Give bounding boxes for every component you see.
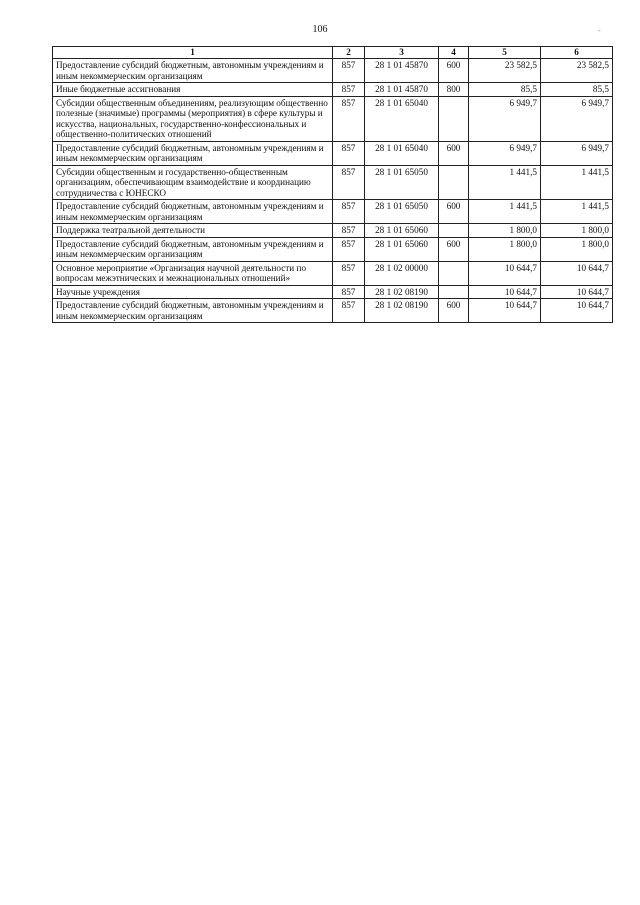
column-header: 5: [469, 47, 541, 59]
table-row: [53, 224, 613, 238]
cell-amount: 6 949,7: [469, 141, 541, 165]
cell-amount-total: 1 800,0: [541, 224, 613, 238]
cell-amount: 10 644,7: [469, 261, 541, 285]
cell-code: 857: [333, 299, 365, 323]
cell-amount-total: 1 800,0: [541, 237, 613, 261]
table-row: [53, 83, 613, 97]
cell-amount: 1 800,0: [469, 237, 541, 261]
cell-expense-type: 800: [439, 83, 469, 97]
cell-target-article: 28 1 01 65050: [365, 200, 439, 224]
cell-target-article: 28 1 01 65050: [365, 165, 439, 200]
cell-expense-type: [439, 165, 469, 200]
table-row: [53, 96, 613, 141]
cell-amount-total: 1 441,5: [541, 165, 613, 200]
cell-target-article: 28 1 01 65040: [365, 141, 439, 165]
table-header-row: [53, 47, 613, 59]
cell-description: Предоставление субсидий бюджетным, автономным учреждениям и иным некоммерческим организациям: [53, 299, 333, 323]
cell-code: 857: [333, 285, 365, 299]
cell-description: Предоставление субсидий бюджетным, автономным учреждениям и иным некоммерческим организациям: [53, 237, 333, 261]
column-header: 3: [365, 47, 439, 59]
corner-mark: -: [598, 26, 601, 35]
cell-amount: 1 441,5: [469, 200, 541, 224]
cell-expense-type: [439, 261, 469, 285]
cell-amount-total: 1 441,5: [541, 200, 613, 224]
cell-expense-type: [439, 224, 469, 238]
cell-code: 857: [333, 59, 365, 83]
cell-description: Иные бюджетные ассигнования: [53, 83, 333, 97]
cell-target-article: 28 1 02 00000: [365, 261, 439, 285]
table-row: [53, 200, 613, 224]
cell-code: 857: [333, 96, 365, 141]
table-body: [53, 59, 613, 323]
cell-amount: 1 441,5: [469, 165, 541, 200]
table-row: [53, 165, 613, 200]
cell-target-article: 28 1 02 08190: [365, 299, 439, 323]
table-row: [53, 261, 613, 285]
cell-amount-total: 10 644,7: [541, 261, 613, 285]
cell-code: 857: [333, 237, 365, 261]
cell-target-article: 28 1 01 45870: [365, 83, 439, 97]
table-row: [53, 299, 613, 323]
column-header: 1: [53, 47, 333, 59]
cell-target-article: 28 1 01 65060: [365, 224, 439, 238]
cell-code: 857: [333, 83, 365, 97]
cell-description: Поддержка театральной деятельности: [53, 224, 333, 238]
cell-amount: 6 949,7: [469, 96, 541, 141]
cell-target-article: 28 1 01 65040: [365, 96, 439, 141]
cell-target-article: 28 1 01 65060: [365, 237, 439, 261]
budget-table: [52, 46, 613, 323]
cell-expense-type: 600: [439, 141, 469, 165]
cell-expense-type: 600: [439, 237, 469, 261]
cell-amount-total: 6 949,7: [541, 96, 613, 141]
cell-code: 857: [333, 165, 365, 200]
cell-amount-total: 6 949,7: [541, 141, 613, 165]
cell-expense-type: [439, 96, 469, 141]
table-row: [53, 141, 613, 165]
cell-amount: 23 582,5: [469, 59, 541, 83]
cell-description: Предоставление субсидий бюджетным, автономным учреждениям и иным некоммерческим организациям: [53, 59, 333, 83]
cell-description: Предоставление субсидий бюджетным, автономным учреждениям и иным некоммерческим организациям: [53, 200, 333, 224]
cell-code: 857: [333, 141, 365, 165]
cell-amount: 10 644,7: [469, 299, 541, 323]
column-header: 6: [541, 47, 613, 59]
cell-code: 857: [333, 200, 365, 224]
cell-amount-total: 10 644,7: [541, 285, 613, 299]
cell-target-article: 28 1 01 45870: [365, 59, 439, 83]
cell-amount: 85,5: [469, 83, 541, 97]
cell-expense-type: 600: [439, 200, 469, 224]
cell-amount: 1 800,0: [469, 224, 541, 238]
cell-expense-type: 600: [439, 59, 469, 83]
cell-description: Научные учреждения: [53, 285, 333, 299]
cell-amount-total: 85,5: [541, 83, 613, 97]
cell-code: 857: [333, 224, 365, 238]
cell-target-article: 28 1 02 08190: [365, 285, 439, 299]
cell-expense-type: 600: [439, 299, 469, 323]
cell-amount-total: 23 582,5: [541, 59, 613, 83]
table-row: [53, 285, 613, 299]
page-number: 106: [312, 24, 328, 35]
table-row: [53, 237, 613, 261]
cell-description: Основное мероприятие «Организация научной деятельности по вопросам межэтнических и межнациональных отношений»: [53, 261, 333, 285]
cell-amount-total: 10 644,7: [541, 299, 613, 323]
table-row: [53, 59, 613, 83]
cell-description: Субсидии общественным объединениям, реализующим общественно полезные (значимые) программы (мероприятия) в сфере культуры и искусства, национальных, государственно-конфессиональных и общественно-политических отношений: [53, 96, 333, 141]
column-header: 2: [333, 47, 365, 59]
cell-description: Субсидии общественным и государственно-общественным организациям, обеспечивающим взаимодействие и координацию сотрудничества с ЮНЕСКО: [53, 165, 333, 200]
cell-expense-type: [439, 285, 469, 299]
cell-amount: 10 644,7: [469, 285, 541, 299]
column-header: 4: [439, 47, 469, 59]
cell-code: 857: [333, 261, 365, 285]
cell-description: Предоставление субсидий бюджетным, автономным учреждениям и иным некоммерческим организациям: [53, 141, 333, 165]
